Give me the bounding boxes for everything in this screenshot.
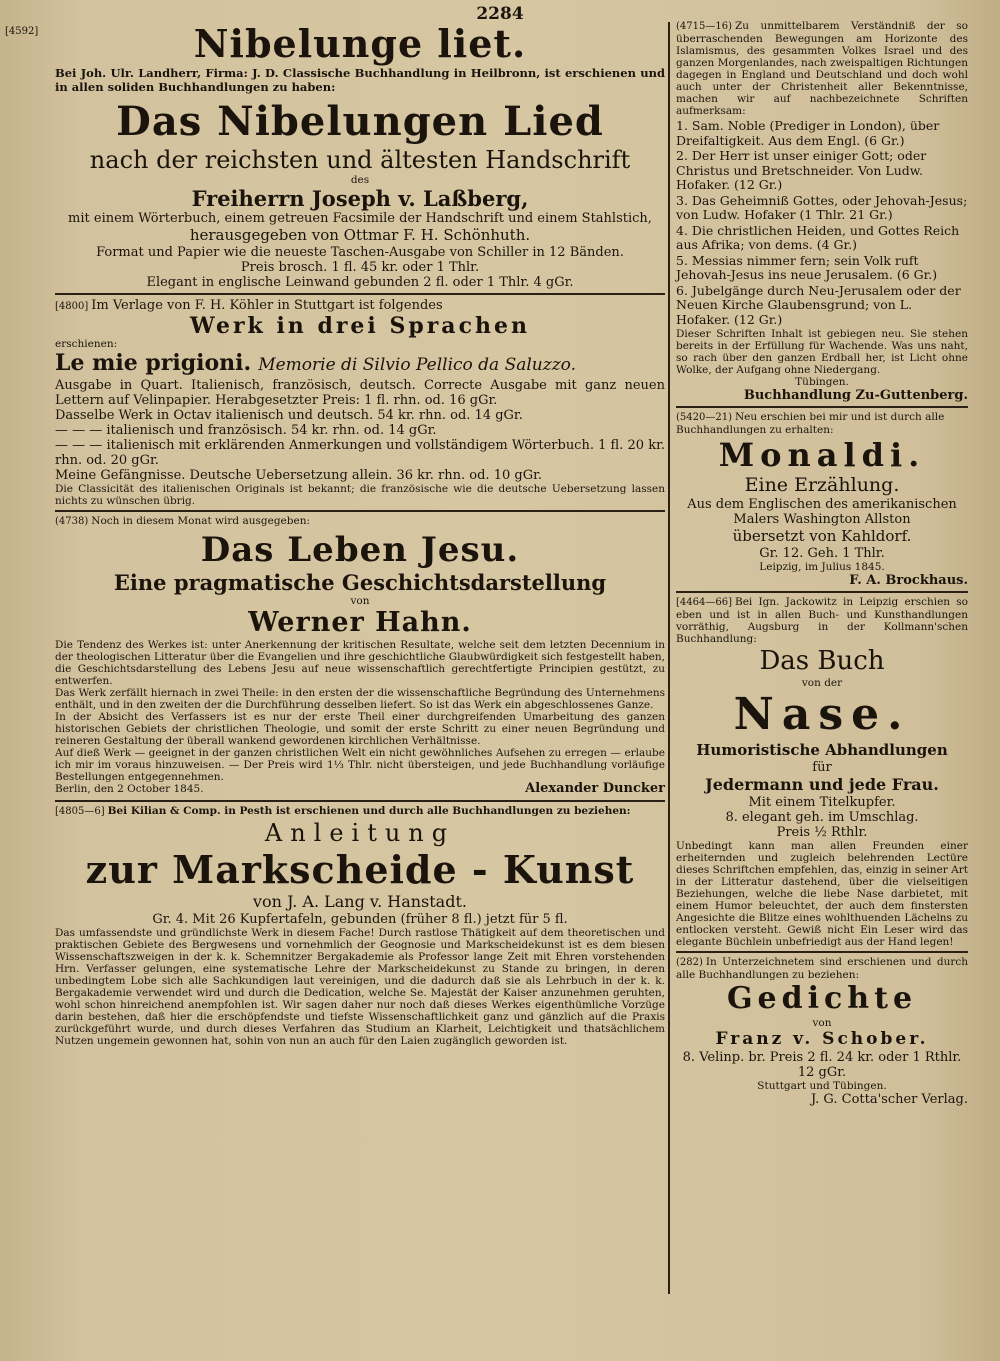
- book-author: von J. A. Lang v. Hanstadt.: [253, 892, 467, 911]
- ad-ref: [4464—66]: [676, 597, 732, 608]
- ad-title: Werk in drei Sprachen: [190, 313, 530, 339]
- book-author: Freiherrn Joseph v. Laßberg,: [191, 186, 529, 211]
- book-title: Monaldi.: [718, 436, 926, 474]
- ad-nase: [676, 596, 968, 948]
- book-title: Le mie prigioni.: [55, 350, 252, 376]
- book-title: Nase.: [733, 689, 911, 740]
- book-origin: Aus dem Englischen des amerikanischen Malers Washington Allston: [687, 497, 957, 527]
- divider: [676, 951, 968, 953]
- ad-ref: [4592]: [5, 26, 39, 37]
- ad-monaldi: [676, 411, 968, 588]
- von-label: von: [350, 595, 370, 607]
- para-tendenz: Die Tendenz des Werkes ist: unter Anerkennung der kritischen Resultate, welche seit dem letzten Decennium in der theologischen Litteratur über die Evangelien und ihre geschichtliche Glaubwürdigkeit sich festgestellt haben, die Geschichtsdarstellung des Lebens Jesu auf neue wissenschaftlich gerechtfertigte Principien gestützt, zu entwerfen.: [55, 639, 665, 687]
- book-subtitle: Eine Erzählung.: [744, 474, 900, 496]
- ad-intro: Neu erschien bei mir und ist durch alle Buchhandlungen zu erhalten:: [676, 411, 945, 436]
- book-format: 8. elegant geh. im Umschlag.: [725, 810, 919, 825]
- ad-ref: [4800]: [55, 301, 89, 312]
- ad-gedichte: [676, 956, 968, 1107]
- book-description: Unbedingt kann man allen Freunden einer erheiternden und zugleich belehrenden Lectüre dieses Schriftchen empfehlen, das, einzig in seiner Art in der Litteratur dastehend, über die vielseitigen Beziehungen, welche die liebe Nase darbietet, mit einem Humor beleuchtet, der auch dem finstersten Angesichte die Blitze eines wohlthuenden Lächelns zu entlocken versteht. Gewiß nicht Ein Leser wird das elegante Büchlein unbefriedigt aus der Hand legen!: [676, 840, 968, 948]
- ad-ref: (4738): [55, 516, 89, 527]
- ad-intro: Zu unmittelbarem Verständniß der so überraschenden Bewegungen am Horizonte des Islamismus, des gesammten Volkes Israel und des ganzen Morgenlandes, nach zweispaltigen Richtungen dagegen in England und Deutschland und doch wohl auch unter der Christenheit aller Bekenntnisse, machen wir auf nachbezeichnete Schriften aufmerksam:: [676, 20, 968, 117]
- book-price: Preis ½ Rthlr.: [776, 825, 868, 840]
- edition-octav: Dasselbe Werk in Octav italienisch und deutsch. 54 kr. rhn. od. 14 gGr.: [55, 408, 523, 423]
- book-translator: übersetzt von Kahldorf.: [732, 527, 912, 545]
- von-label: von: [812, 1017, 832, 1029]
- book-author: Franz v. Schober.: [715, 1029, 929, 1049]
- ad-leben-jesu: [55, 515, 665, 797]
- edition-german: Meine Gefängnisse. Deutsche Uebersetzung allein. 36 kr. rhn. od. 10 gGr.: [55, 468, 542, 483]
- ad-note: Die Classicität des italienischen Originals ist bekannt; die französische wie die deutsche Uebersetzung lassen nichts zu wünschen übrig.: [55, 483, 665, 507]
- book-list: [676, 119, 968, 327]
- page-number: 2284: [476, 4, 524, 24]
- ad-nibelungen: [5, 21, 665, 290]
- ad-intro: Bei Ign. Jackowitz in Leipzig erschien so eben und ist in allen Buch- und Kunsthandlungen vorräthig, Augsburg in der Kollmann'schen Buchhandlung:: [676, 596, 968, 645]
- ad-intro: Im Verlage von F. H. Köhler in Stuttgart ist folgendes: [91, 298, 443, 313]
- book-kupfer: Mit einem Titelkupfer.: [748, 795, 896, 810]
- ad-ref: (282): [676, 957, 703, 968]
- ad-note: Dieser Schriften Inhalt ist gebiegen neu. Sie stehen bereits in der Erfüllung für Wachende. Was uns naht, so rach über den ganzen Erdball her, ist Licht ohne Wolke, der Aufgang ohne Niedergang.: [676, 328, 968, 376]
- ad-intro: Bei Joh. Ulr. Landherr, Firma: J. D. Classische Buchhandlung in Heilbronn, ist erschienen und in allen soliden Buchhandlungen zu haben:: [55, 66, 665, 94]
- book-description: Das umfassendste und gründlichste Werk in diesem Fache! Durch rastlose Thätigkeit auf dem theoretischen und praktischen Gebiete des Bergwesens und vornehmlich der Geognosie und Markscheidekunst ist es dem biesen Wissenschaftszweigen in der k. k. Schemnitzer Bergakademie als Professor lange Zeit mit Ehren vorstehenden Hrn. Verfasser gelungen, eine systematische Lehre der Markscheidekunst zu Stande zu bringen, in deren unbedingtem Lobe sich alle Sachkundigen laut vereinigen, und die dadurch daß sie als Lehrbuch in der k. k. Bergakademie verwendet wird und durch die Dedication, welche Se. Majestät der Kaiser anzunehmen geruhten, wohl schon hinreichend anempfohlen ist. Wir sagen daher nur noch daß dieses Werkes eigenthümliche Vorzüge darin bestehen, daß hier die erschöpfendste und tiefste Wissenschaftlichkeit ganz und gänzlich auf die Praxis zurückgeführt wurde, und durch dieses Verfahren das Studium an Klarheit, Leichtigkeit und thatsächlichem Nutzen ungemein gewonnen hat, sohin von nun an auch für den Laien zugänglich geworden ist.: [55, 927, 665, 1047]
- book-subtitle: Eine pragmatische Geschichtsdarstellung: [113, 570, 607, 595]
- book-audience: Jedermann und jede Frau.: [705, 775, 939, 794]
- edition-french: — — — italienisch und französisch. 54 kr. rhn. od. 14 gGr.: [55, 423, 437, 438]
- list-item: 5. Messias nimmer fern; sein Volk ruft Jehovah-Jesus ins neue Jerusalem. (6 Gr.): [676, 252, 938, 282]
- book-editor: herausgegeben von Ottmar F. H. Schönhuth.: [189, 226, 531, 244]
- book-subtitle: Memorie di Silvio Pellico da Saluzzo.: [258, 355, 577, 375]
- book-title: zur Markscheide - Kunst: [85, 847, 635, 892]
- divider: [55, 510, 665, 512]
- ad-intro: Noch in diesem Monat wird ausgegeben:: [91, 515, 310, 527]
- book-subtitle: nach der reichsten und ältesten Handschrift: [89, 146, 631, 174]
- ad-ref: [4805—6]: [55, 806, 105, 817]
- para-preis: Auf dieß Werk — geeignet in der ganzen christlichen Welt ein nicht gewöhnliches Aufsehen zu erregen — erlaube ich mir im voraus hinzuweisen. — Der Preis wird 1⅓ Thlr. nicht übersteigen, und jede Buchhandlung vorläufige Bestellungen entgegennehmen.: [55, 747, 665, 783]
- date-line: Leipzig, im Julius 1845.: [759, 561, 885, 573]
- list-item: 4. Die christlichen Heiden, und Gottes Reich aus Afrika; von dems. (4 Gr.): [676, 222, 960, 252]
- book-title: Gedichte: [726, 981, 918, 1016]
- publisher: F. A. Brockhaus.: [849, 573, 968, 588]
- edition-annotated: — — — italienisch mit erklärenden Anmerkungen und vollständigem Wörterbuch. 1 fl. 20 kr. rhn. od. 20 gGr.: [55, 438, 665, 468]
- ad-ref: (5420—21): [676, 412, 732, 423]
- book-price: 8. Velinp. br. Preis 2 fl. 24 kr. oder 1 Rthlr. 12 gGr.: [682, 1050, 962, 1080]
- para-absicht: In der Absicht des Verfassers ist es nur der erste Theil einer durchgreifenden Umarbeitung des ganzen historischen Gebiets der christlichen Theologie, und somit der erste Schritt zu einer neuen Begründung und reineren Gestaltung der überall wankend gewordenen kirchlichen Verhältnisse.: [55, 711, 665, 747]
- ad-intro: Bei Kilian & Comp. in Pesth ist erschienen und durch alle Buchhandlungen zu beziehen:: [107, 805, 631, 817]
- ad-markscheide: [55, 805, 665, 1047]
- divider: [676, 591, 968, 593]
- publisher: Buchhandlung Zu-Guttenberg.: [743, 388, 968, 403]
- book-title: Das Leben Jesu.: [200, 530, 520, 570]
- von-der-label: von der: [801, 677, 843, 689]
- left-column: [5, 20, 665, 1047]
- ad-schriften: [676, 20, 968, 403]
- place: Tübingen.: [795, 376, 849, 388]
- place: Stuttgart und Tübingen.: [757, 1080, 887, 1092]
- ad-headline: Nibelunge liet.: [193, 21, 527, 66]
- ad-intro: In Unterzeichnetem sind erschienen und durch alle Buchhandlungen zu beziehen:: [676, 956, 968, 981]
- book-author: Werner Hahn.: [248, 607, 472, 638]
- right-column: [676, 20, 968, 1107]
- publisher: Alexander Duncker: [525, 781, 665, 796]
- para-theile: Das Werk zerfällt hiernach in zwei Theile: in den ersten der die wissenschaftliche Begründung des Unternehmens enthält, und in den zweiten der die Durchführung desselben liefert. So ist das Werk ein abgeschlossenes Ganze.: [55, 687, 665, 711]
- fuer-label: für: [812, 760, 832, 775]
- book-description: mit einem Wörterbuch, einem getreuen Facsimile der Handschrift und einem Stahlstich,: [68, 211, 652, 226]
- divider: [676, 406, 968, 408]
- price-bound: Elegant in englische Leinwand gebunden 2 fl. oder 1 Thlr. 4 gGr.: [146, 275, 574, 290]
- list-item: 6. Jubelgänge durch Neu-Jerusalem oder der Neuen Kirche Glaubensgrund; von L. Hofaker. (12 Gr.): [676, 282, 961, 327]
- book-subtitle: Humoristische Abhandlungen: [696, 741, 948, 759]
- book-price: Gr. 4. Mit 26 Kupfertafeln, gebunden (früher 8 fl.) jetzt für 5 fl.: [152, 912, 568, 927]
- book-title: Das Nibelungen Lied: [116, 98, 604, 145]
- column-divider: [668, 22, 670, 1294]
- price-brosch: Preis brosch. 1 fl. 45 kr. oder 1 Thlr.: [240, 260, 480, 275]
- list-item: 2. Der Herr ist unser einiger Gott; oder Christus und Bretschneider. Von Ludw. Hofaker. (12 Gr.): [676, 148, 927, 192]
- erschienen-label: erschienen:: [55, 338, 118, 350]
- des-label: des: [350, 174, 370, 186]
- ad-prigioni: [55, 298, 665, 507]
- title-anleitung: Anleitung: [264, 819, 456, 847]
- date-line: Berlin, den 2 October 1845.: [55, 783, 204, 795]
- list-item: 1. Sam. Noble (Prediger in London), über Dreifaltigkeit. Aus dem Engl. (6 Gr.): [676, 118, 940, 148]
- book-price: Gr. 12. Geh. 1 Thlr.: [759, 546, 885, 561]
- ad-ref: (4715—16): [676, 21, 732, 32]
- list-item: 3. Das Geheimniß Gottes, oder Jehovah-Jesus; von Ludw. Hofaker (1 Thlr. 21 Gr.): [676, 192, 968, 222]
- publisher: J. G. Cotta'scher Verlag.: [810, 1092, 968, 1107]
- divider: [55, 293, 665, 295]
- edition-quart: Ausgabe in Quart. Italienisch, französisch, deutsch. Correcte Ausgabe mit ganz neuen Lettern auf Velinpapier. Herabgesetzter Preis: 1 fl. rhn. od. 16 gGr.: [55, 378, 665, 408]
- book-format: Format und Papier wie die neueste Taschen-Ausgabe von Schiller in 12 Bänden.: [96, 245, 624, 260]
- title-das-buch: Das Buch: [759, 646, 885, 676]
- divider: [55, 800, 665, 802]
